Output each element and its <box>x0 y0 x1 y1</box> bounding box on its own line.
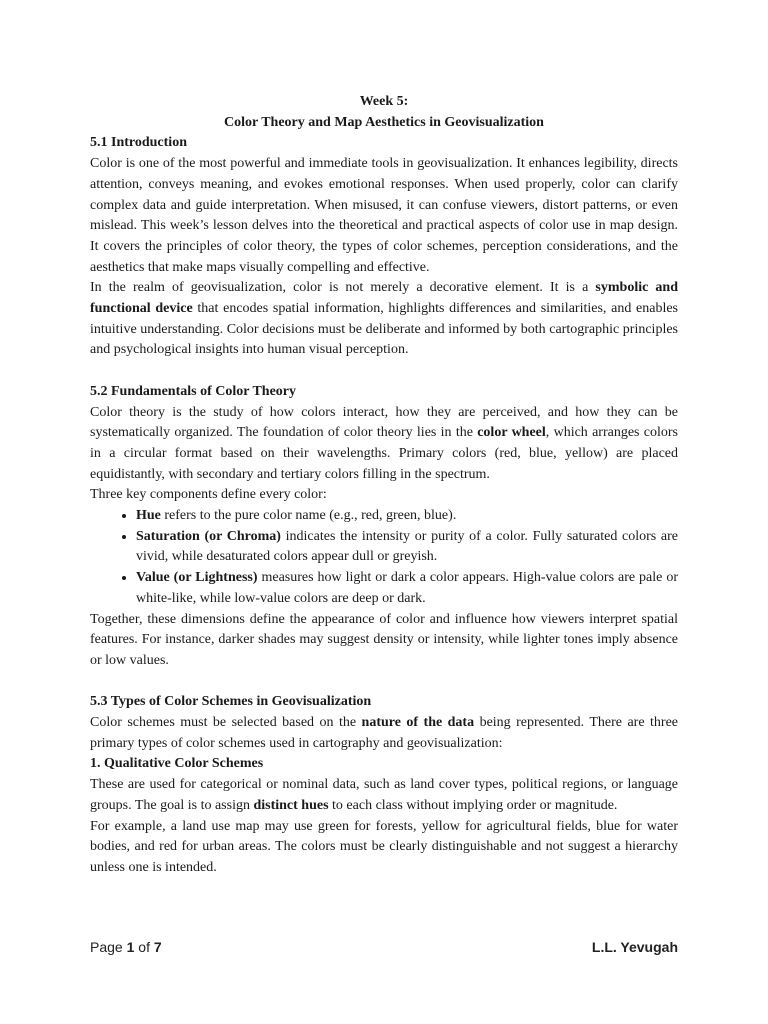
paragraph: These are used for categorical or nominal data, such as land cover types, political regions, or language groups. The goal is to assign distinct hues to each class without implying order or magnitude. <box>90 777 678 813</box>
paragraph: In the realm of geovisualization, color is not merely a decorative element. It is a symbolic and functional device that encodes spatial information, highlights differences and similarities, and enables intuitive understanding. Color decisions must be deliberate and informed by both cartographic principles and psychological insights into human visual perception. <box>90 280 678 358</box>
paragraph: Color schemes must be selected based on the nature of the data being represented. There are three primary types of color schemes used in cartography and geovisualization: <box>90 715 678 751</box>
list-item: • Hue refers to the pure color name (e.g., red, green, blue). <box>136 506 678 527</box>
section-5-3-heading: 5.3 Types of Color Schemes in Geovisualization <box>90 694 372 710</box>
paragraph: Color is one of the most powerful and immediate tools in geovisualization. It enhances legibility, directs attention, conveys meaning, and evokes emotional responses. When used properly, color can clarify complex data and guide interpretation. When misused, it can confuse viewers, distort patterns, or even mislead. This week’s lesson delves into the theoretical and practical aspects of color use in map design. It covers the principles of color theory, the types of color schemes, perception considerations, and the aesthetics that make maps visually compelling and effective. <box>90 156 678 275</box>
list-item: • Value (or Lightness) measures how light or dark a color appears. High-value colors are pale or white-like, while low-value colors are deep or dark. <box>136 568 678 609</box>
color-components-list <box>90 506 678 610</box>
paragraph: For example, a land use map may use green for forests, yellow for agricultural fields, blue for water bodies, and red for urban areas. The colors must be clearly distinguishable and not suggest a hierarchy unless one is intended. <box>90 818 678 875</box>
subsection-heading: 1. Qualitative Color Schemes <box>90 756 264 772</box>
paragraph: Color theory is the study of how colors interact, how they are perceived, and how they can be systematically organized. The foundation of color theory lies in the color wheel, which arranges colors in a circular format based on their wavelengths. Primary colors (red, blue, yellow) are placed equidistantly, with secondary and tertiary colors filling in the spectrum. <box>90 404 679 482</box>
paragraph: Three key components define every color: <box>90 487 327 503</box>
document-page <box>90 92 678 879</box>
page-number: Page 1 of 7 <box>90 939 162 955</box>
page-footer <box>90 939 678 955</box>
document-title: Color Theory and Map Aesthetics in Geovisualization <box>224 114 544 130</box>
week-title: Week 5: <box>359 94 409 109</box>
section-5-2-heading: 5.2 Fundamentals of Color Theory <box>90 383 296 399</box>
author-name: L.L. Yevugah <box>591 939 678 955</box>
list-item: • Saturation (or Chroma) indicates the intensity or purity of a color. Fully saturated colors are vivid, while desaturated colors appear dull or greyish. <box>136 527 678 568</box>
paragraph: Together, these dimensions define the appearance of color and influence how viewers interpret spatial features. For instance, darker shades may suggest density or intensity, while lighter tones imply absence or low values. <box>90 611 678 668</box>
section-5-1-heading: 5.1 Introduction <box>90 135 187 151</box>
